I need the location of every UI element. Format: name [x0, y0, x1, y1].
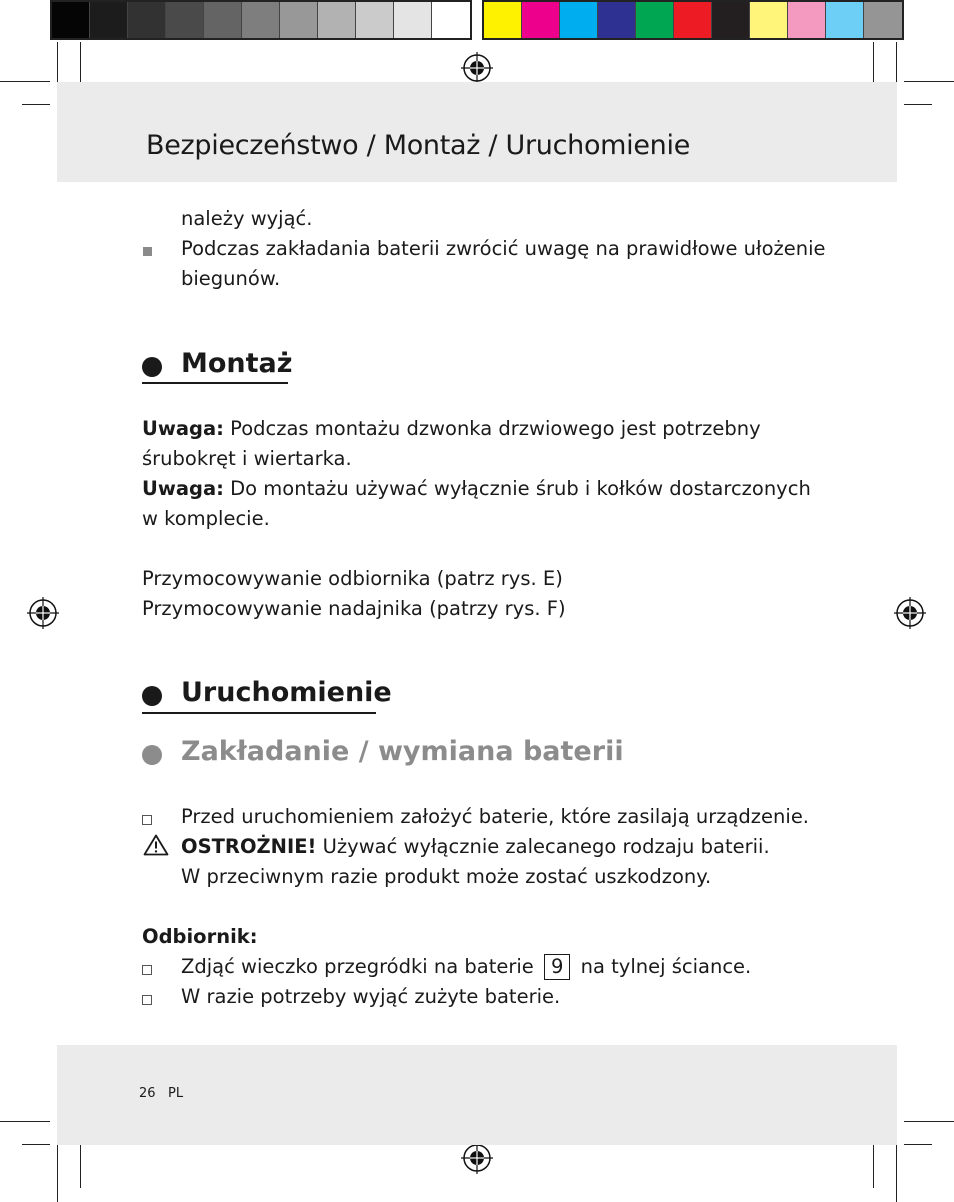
color-swatch: [356, 2, 394, 38]
note-line2: śrubokręt i wiertarka.: [142, 447, 352, 470]
color-swatch: [826, 2, 864, 38]
note-label: Uwaga:: [142, 477, 224, 500]
crop-mark: [904, 81, 954, 82]
color-swatch: [788, 2, 826, 38]
bullet-dot-icon: [142, 686, 162, 706]
checkbox-bullet-icon: [142, 965, 152, 975]
language-code: PL: [168, 1086, 184, 1101]
color-swatch: [280, 2, 318, 38]
note-text: Podczas montażu dzwonka drzwiowego jest potrzebny: [223, 417, 761, 440]
color-swatch: [128, 2, 166, 38]
note-line: [142, 414, 761, 444]
registration-mark-icon: [461, 52, 493, 84]
crop-mark: [57, 1140, 58, 1202]
color-bar: [482, 0, 904, 40]
intro-line: należy wyjąć.: [181, 207, 313, 230]
color-swatch: [522, 2, 560, 38]
odbiornik-step-line: [181, 952, 751, 982]
color-swatch: [432, 2, 470, 38]
note-line2: w komplecie.: [142, 507, 270, 530]
warning-line: [181, 832, 770, 862]
crop-mark: [0, 81, 50, 82]
warning-label: OSTROŻNIE!: [181, 835, 317, 858]
crop-mark: [0, 1121, 50, 1122]
odbiornik-step-line: W razie potrzeby wyjąć zużyte baterie.: [181, 985, 561, 1008]
crop-mark: [80, 1140, 81, 1188]
crop-mark: [22, 104, 50, 105]
receiver-mounting-line: Przymocowywanie odbiornika (patrz rys. E): [142, 567, 563, 590]
color-swatch: [166, 2, 204, 38]
checkbox-bullet-icon: [142, 815, 152, 825]
registration-mark-icon: [27, 597, 59, 629]
color-swatch: [560, 2, 598, 38]
color-swatch: [52, 2, 90, 38]
section-heading-uruchomienie: Uruchomienie: [181, 677, 392, 708]
crop-mark: [904, 1121, 954, 1122]
odbiornik-heading: Odbiornik:: [142, 925, 258, 948]
intro-bullet-line1: Podczas zakładania baterii zwrócić uwagę na prawidłowe ułożenie: [181, 237, 826, 260]
intro-bullet-line2: biegunów.: [181, 267, 281, 290]
color-swatch: [242, 2, 280, 38]
color-swatch: [484, 2, 522, 38]
color-swatch: [394, 2, 432, 38]
crop-mark: [873, 1140, 874, 1188]
color-swatch: [864, 2, 902, 38]
crop-mark: [904, 1144, 932, 1145]
color-swatch: [90, 2, 128, 38]
warning-line2: W przeciwnym razie produkt może zostać uszkodzony.: [181, 865, 712, 888]
subsection-heading-baterie: Zakładanie / wymiana baterii: [181, 736, 624, 767]
battery-step-line: Przed uruchomieniem założyć baterie, które zasilają urządzenie.: [181, 805, 810, 828]
figure-ref-badge: 9: [544, 954, 570, 980]
bullet-dot-icon: [142, 357, 162, 377]
step-text: na tylnej ściance.: [580, 955, 752, 978]
crop-mark: [904, 104, 932, 105]
crop-mark: [22, 1144, 50, 1145]
step-text: Zdjąć wieczko przegródki na baterie: [181, 955, 534, 978]
crop-mark: [896, 1140, 897, 1202]
warning-text: Używać wyłącznie zalecanego rodzaju baterii.: [316, 835, 770, 858]
page-number: 26: [139, 1086, 156, 1101]
color-swatch: [750, 2, 788, 38]
registration-mark-icon: [894, 597, 926, 629]
registration-mark-icon: [461, 1142, 493, 1174]
note-line: [142, 474, 811, 504]
color-swatch: [598, 2, 636, 38]
section-heading-montaz: Montaż: [181, 348, 293, 379]
color-swatch: [318, 2, 356, 38]
bullet-dot-icon: [142, 745, 162, 765]
transmitter-mounting-line: Przymocowywanie nadajnika (patrzy rys. F): [142, 597, 566, 620]
color-swatch: [204, 2, 242, 38]
warning-triangle-icon: [143, 834, 169, 856]
square-bullet-icon: [143, 247, 152, 256]
heading-underline: [142, 712, 376, 714]
heading-underline: [142, 382, 288, 384]
color-swatch: [674, 2, 712, 38]
color-swatch: [636, 2, 674, 38]
note-text: Do montażu używać wyłącznie śrub i kołków dostarczonych: [223, 477, 811, 500]
checkbox-bullet-icon: [142, 995, 152, 1005]
color-swatch: [712, 2, 750, 38]
note-label: Uwaga:: [142, 417, 224, 440]
grayscale-bar: [50, 0, 472, 40]
page-title: Bezpieczeństwo / Montaż / Uruchomienie: [146, 130, 690, 161]
